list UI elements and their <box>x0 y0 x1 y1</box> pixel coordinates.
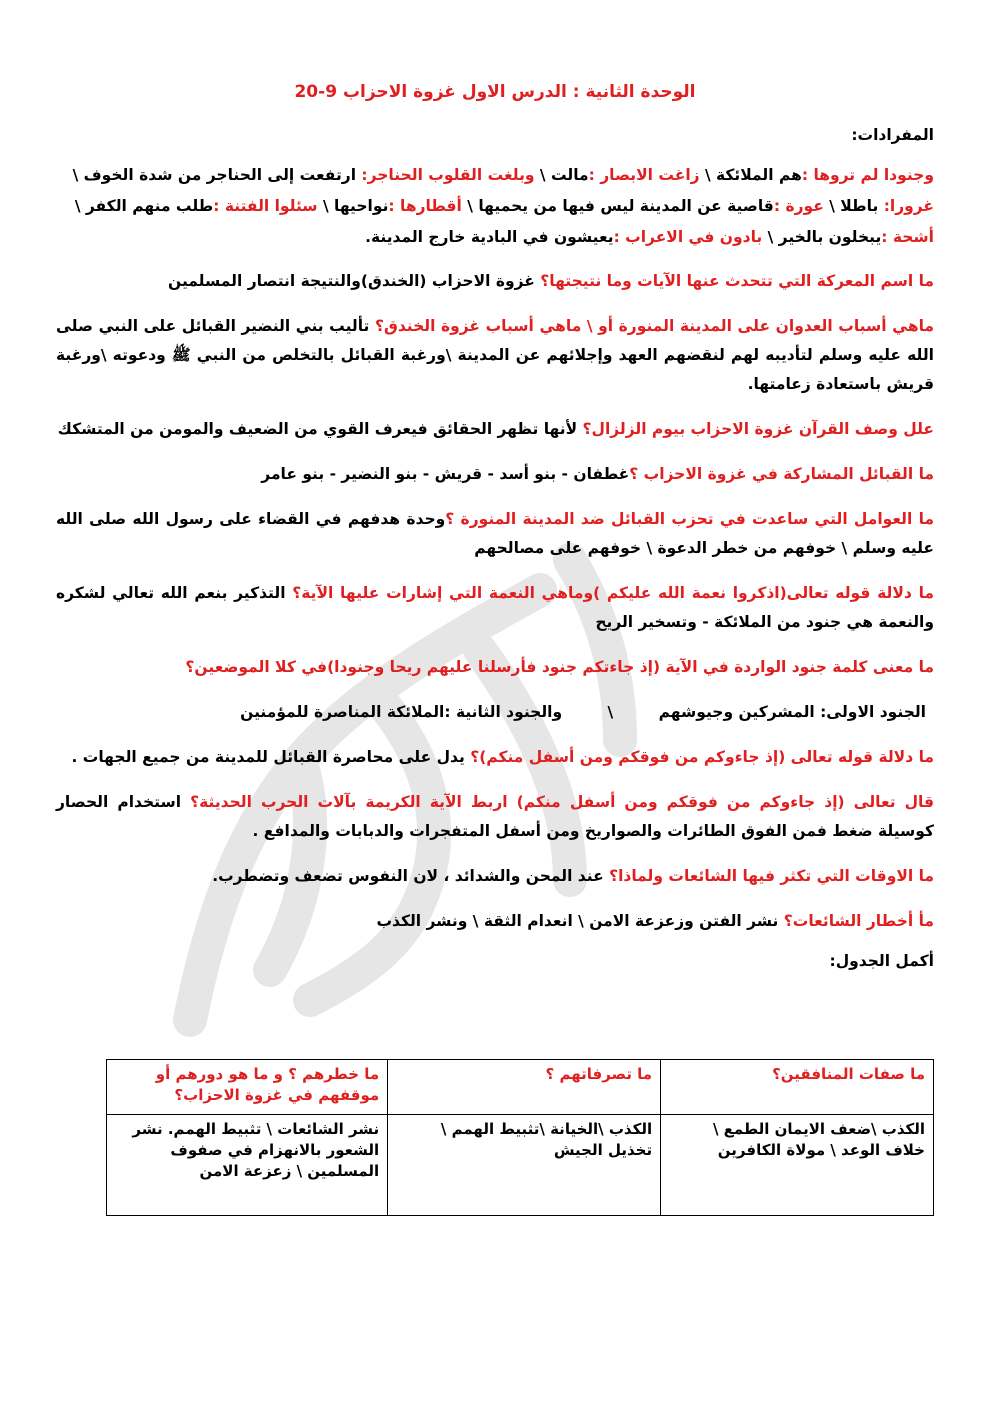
question: ما معنى كلمة جنود الواردة في الآية (إذ جاءتكم جنود فأرسلنا عليهم ريحا وجنودا)في كلا الموضعين؟ <box>185 658 934 676</box>
vocab-definition: باطلا \ <box>823 197 884 215</box>
vocab-term: أقطارها : <box>388 197 462 215</box>
answer: عند المحن والشدائد ، لان النفوس تضعف وتضطرب. <box>212 867 610 885</box>
table-cell-traits: الكذب \ضعف الايمان الطمع \ خلاف الوعد \ مولاة الكافرين <box>661 1115 934 1216</box>
answer: استخدام الحصار كوسيلة ضغط فمن الفوق الطائرات والصواريخ ومن أسفل المتفجرات والدبابات والمدافع . <box>56 793 934 840</box>
vocab-definition: نواحيها \ <box>317 197 389 215</box>
question: ما اسم المعركة التي تتحدث عنها الآيات وما نتيجتها؟ <box>540 272 934 290</box>
junud-first: الجنود الاولى: المشركين وجيوشهم <box>658 703 926 721</box>
vocab-term: وبلغت القلوب الحناجر: <box>361 166 535 184</box>
table-heading: أكمل الجدول: <box>829 952 934 970</box>
question: ما الاوقات التي تكثر فيها الشائعات ولماذا؟ <box>609 867 934 885</box>
table-cell-actions: الكذب \الخيانة \تثبيط الهمم \ تخذيل الجيش <box>388 1115 661 1216</box>
qa-item <box>56 579 934 637</box>
qa-item <box>56 460 934 489</box>
table-cell-danger: نشر الشائعات \ تثبيط الهمم. نشر الشعور بالانهزام في صفوف المسلمين \ زعزعة الامن <box>107 1115 388 1216</box>
question: علل وصف القرآن غزوة الاحزاب بيوم الزلزال؟ <box>582 420 934 438</box>
answer: تأليب بني النضير القبائل على النبي صلى الله عليه وسلم لتأديبه لهم لنقضهم العهد وإجلائهم عن المدينة \ورغبة القبائل بالتخلص من النبي ﷺ ودعوته \ورغبة قريش باستعادة زعامتها. <box>56 317 934 393</box>
vocab-term: عورة : <box>773 197 824 215</box>
vocab-term: زاغت الابصار : <box>588 166 700 184</box>
table-header-traits: ما صفات المنافقين؟ <box>661 1060 934 1115</box>
answer: لأنها تظهر الحقائق فيعرف القوي من الضعيف والمومن من المتشكك <box>57 420 583 438</box>
question: قال تعالى (إذ جاءوكم من فوقكم ومن أسفل منكم) اربط الآية الكريمة بآلات الحرب الحديثة؟ <box>190 793 935 811</box>
qa-item <box>56 267 934 296</box>
vocab-heading: المفرادات: <box>851 126 934 144</box>
answer: غطفان - بنو أسد - قريش - بنو النضير - بنو عامر <box>261 465 630 483</box>
qa-item <box>56 862 934 891</box>
question: ما العوامل التي ساعدت في تحزب القبائل ضد المدينة المنورة ؟ <box>445 510 934 528</box>
vocab-term: سئلوا الفتنة : <box>213 197 318 215</box>
question: ما دلالة قوله تعالى(اذكروا نعمة الله عليكم )وماهي النعمة التي إشارات عليها الآية؟ <box>292 584 934 602</box>
qa-item <box>56 312 934 399</box>
vocab-definition: طلب منهم الكفر \ <box>74 197 214 215</box>
vocab-term: وجنودا لم تروها : <box>801 166 934 184</box>
vocab-definition: ارتفعت إلى الحناجر من شدة الخوف \ <box>72 166 362 184</box>
table-header-actions: ما تصرفاتهم ؟ <box>388 1060 661 1115</box>
lesson-title: الوحدة الثانية : الدرس الاول غزوة الاحزاب 9-20 <box>294 82 696 102</box>
qa-item <box>56 788 934 846</box>
vocab-definition: يبخلون بالخير \ <box>762 228 882 246</box>
hypocrites-table <box>106 1059 934 1216</box>
vocab-definition: قاصية عن المدينة ليس فيها من يحميها \ <box>461 197 774 215</box>
question: ماهي أسباب العدوان على المدينة المنورة أو \ ماهي أسباب غزوة الخندق؟ <box>374 317 934 335</box>
vocab-term: بادون في الاعراب : <box>613 228 763 246</box>
vocab-definition: يعيشون في البادية خارج المدينة. <box>365 228 614 246</box>
qa-item <box>56 743 934 772</box>
question: مأ أخطار الشائعات؟ <box>783 912 934 930</box>
junud-second: والجنود الثانية :الملائكة المناصرة للمؤمنين <box>240 703 563 721</box>
answer: وحدة هدفهم في القضاء على رسول الله صلى الله عليه وسلم \ خوفهم من خطر الدعوة \ خوفهم على مصالحهم <box>56 510 934 557</box>
qa-item <box>56 415 934 444</box>
qa-item <box>56 653 934 682</box>
junud-separator: \ <box>607 703 614 721</box>
qa-item <box>56 505 934 563</box>
lesson-content <box>56 82 934 986</box>
junud-meanings <box>56 698 934 727</box>
vocab-definition: مالت \ <box>534 166 589 184</box>
answer: نشر الفتن وزعزعة الامن \ انعدام الثقة \ ونشر الكذب <box>376 912 784 930</box>
vocab-term: غرورا: <box>883 197 934 215</box>
question: ما القبائل المشاركة في غزوة الاحزاب ؟ <box>629 465 934 483</box>
answer: غزوة الاحزاب (الخندق)والنتيجة انتصار المسلمين <box>168 272 541 290</box>
table-header-row <box>107 1060 934 1115</box>
table-header-danger: ما خطرهم ؟ و ما هو دورهم أو موقفهم في غزوة الاحزاب؟ <box>107 1060 388 1115</box>
table-row <box>107 1115 934 1216</box>
answer: التذكير بنعم الله تعالي لشكره والنعمة هي جنود من الملائكة - وتسخير الريح <box>56 584 934 631</box>
vocab-term: أشحة : <box>881 228 934 246</box>
vocab-definition: هم الملائكة \ <box>699 166 802 184</box>
answer: يدل على محاصرة القبائل للمدينة من جميع الجهات . <box>71 748 471 766</box>
qa-item <box>56 907 934 936</box>
question: ما دلالة قوله تعالى (إذ جاءوكم من فوقكم ومن أسفل منكم)؟ <box>470 748 934 766</box>
vocab-list <box>56 160 934 253</box>
